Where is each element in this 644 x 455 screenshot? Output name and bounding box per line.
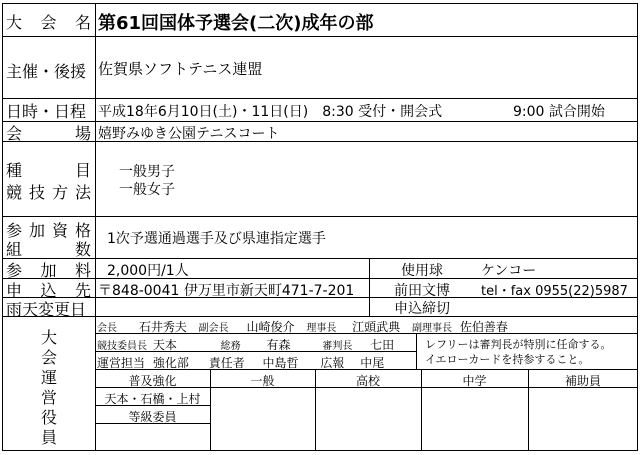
officials-label (3, 316, 96, 450)
officials-line2: 競技委員長 天本 総務 有森 審判長 七田 (97, 338, 395, 352)
label-char: 目 (74, 161, 91, 180)
label-char: 法 (74, 183, 91, 202)
label-char: 先 (74, 281, 91, 300)
start-time-value: 9:00 試合開始 (513, 104, 605, 120)
rain-date-row (3, 297, 637, 317)
label-char: 営 (40, 388, 57, 407)
label-char: 数 (74, 240, 91, 259)
label-char: 会 (6, 124, 23, 143)
label-char: 種 (6, 161, 23, 180)
divider (369, 258, 370, 278)
officials-section (3, 316, 637, 450)
event-men: 一般男子 (119, 164, 175, 180)
venue-row (3, 121, 637, 142)
event-women: 一般女子 (119, 182, 175, 198)
label-char: 料 (74, 261, 91, 280)
ball-label: 使用球 (401, 263, 443, 279)
organizer-row (3, 36, 637, 99)
fukyu-members: 天本・石橋・上村 (104, 392, 201, 406)
col-header-highschool: 高校 (355, 374, 380, 388)
tournament-name: 第61回国体予選会(二次)成年の部 (98, 13, 374, 34)
label-char: 競 (6, 183, 23, 202)
grading-committee: 等級委員 (128, 410, 177, 424)
label-char: 役 (40, 408, 57, 427)
rain-date-label: 雨天変更日 (3, 297, 96, 316)
col-header-assistants: 補助員 (564, 374, 601, 388)
divider (369, 297, 370, 316)
datetime-label: 日時・日程 (3, 98, 96, 121)
label-char: 運 (40, 368, 57, 387)
label-char: 込 (40, 281, 57, 300)
apply-row (3, 278, 637, 298)
note-referee: レフリーは審判長が特別に任命する。 (425, 338, 612, 351)
datetime-value: 平成18年6月10日(土)・11日(日) 8:30 受付・開会式 (98, 104, 443, 120)
label-char: 名 (74, 13, 91, 32)
label-char: 申 (6, 281, 23, 300)
organizer-value: 佐賀県ソフトテニス連盟 (98, 60, 263, 78)
label-char: 技 (28, 183, 45, 202)
label-char: 場 (74, 124, 91, 143)
tournament-name-label (3, 4, 96, 36)
col-header-fukyu: 普及強化 (128, 374, 177, 388)
apply-address: 〒848-0041 伊万里市新天町471-7-201 (98, 283, 355, 299)
venue-label (3, 121, 96, 141)
eligibility-row (3, 216, 637, 259)
col-header-general: 一般 (250, 374, 275, 388)
label-char: 会 (40, 348, 57, 367)
datetime-row (3, 98, 637, 122)
apply-name: 前田文博 (394, 283, 450, 299)
fee-value: 2,000円/1人 (107, 263, 189, 279)
label-char: 員 (40, 428, 57, 447)
venue-value: 嬉野みゆき公園テニスコート (98, 126, 280, 142)
label-char: 会 (40, 13, 57, 32)
label-char: 格 (74, 221, 91, 240)
fee-row (3, 258, 637, 279)
apply-label (3, 278, 96, 300)
apply-phone: tel・fax 0955(22)5987 (481, 284, 628, 299)
fee-label (3, 258, 96, 278)
tournament-name-row (3, 4, 637, 37)
label-char: 大 (6, 13, 23, 32)
note-yellow-card: イエローカードを持参すること。 (425, 353, 590, 366)
divider (369, 278, 370, 297)
tournament-info-sheet (2, 3, 638, 451)
event-row (3, 141, 637, 217)
event-label (3, 141, 96, 216)
eligibility-value: 1次予選通過選手及び県連指定選手 (107, 231, 326, 247)
label-char: 組 (6, 240, 23, 259)
ball-value: ケンコー (481, 263, 537, 279)
officials-line3: 運営担当 強化部 責任者 中島哲 広報 中尾 (97, 356, 385, 370)
label-char: 加 (28, 221, 45, 240)
label-char: 参 (6, 221, 23, 240)
label-char: 資 (51, 221, 68, 240)
label-char: 加 (40, 261, 57, 280)
officials-line1: 会長 石井秀夫 副会長 山崎俊介 理事長 江頭武典 副理事長 佐伯善春 (97, 320, 508, 334)
label-char: 参 (6, 261, 23, 280)
label-char: 大 (40, 328, 57, 347)
organizer-label: 主催・後援 (3, 36, 96, 98)
eligibility-label (3, 216, 96, 258)
col-header-juniorhigh: 中学 (462, 374, 487, 388)
label-char: 方 (51, 183, 68, 202)
deadline-label: 申込締切 (394, 301, 450, 317)
